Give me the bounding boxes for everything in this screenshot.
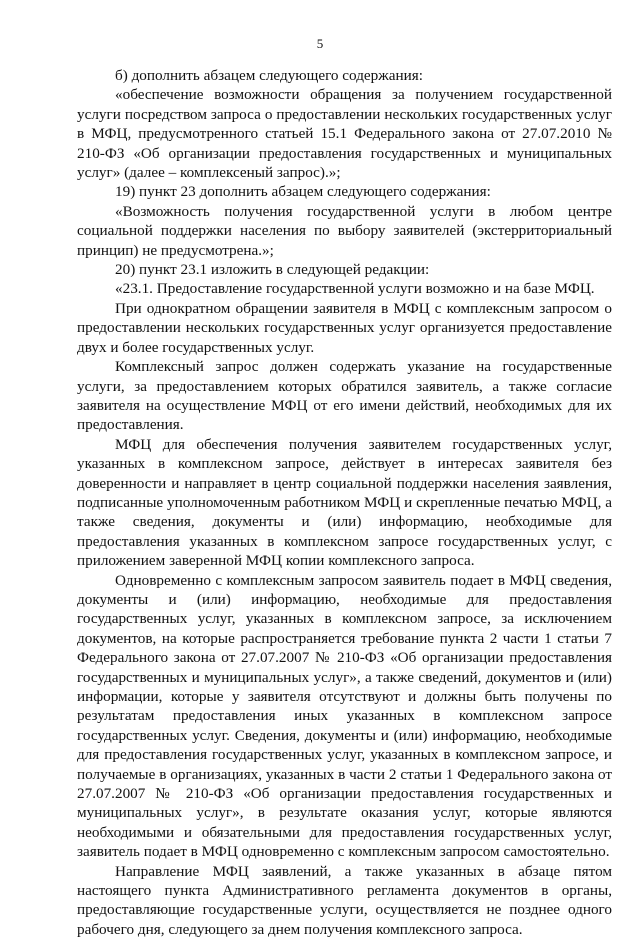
paragraph: 19) пункт 23 дополнить абзацем следующего содержания: (115, 183, 491, 201)
paragraph: «23.1. Предоставление государственной услуги возможно и на базе МФЦ. (115, 280, 595, 298)
page-number: 5 (316, 36, 324, 51)
paragraph: Комплексный запрос должен содержать указание на государственные услуги, за предоставлением которых обратился заявитель, а также согласие заявителя на осуществление МФЦ от его имени действий, необходимых для их предоставления. (77, 358, 612, 434)
paragraph: При однократном обращении заявителя в МФЦ с комплексным запросом о предоставлении нескольких государственных услуг организуется предоставление двух и более государственных услуг. (77, 299, 612, 356)
paragraph: Направление МФЦ заявлений, а также указанных в абзаце пятом настоящего пункта Административного регламента документов в органы, предоставляющие государственные услуги, осуществляется не позднее одного рабочего дня, следующего за днем получения комплексного запроса. (77, 862, 612, 938)
paragraph: Одновременно с комплексным запросом заявитель подает в МФЦ сведения, документы и (или) информацию, необходимые для предоставления государственных услуг, указанных в комплексном запросе, за исключением документов, на которые распространяется требование пункта 2 части 1 статьи 7 Федерального закона от 27.07.2007 № 210-ФЗ «Об организации предоставления государственных и муниципальных услуг», а также сведений, документов и (или) информации, которые у заявителя отсутствуют и должны быть получены по результатам предоставления иных указанных в комплексном запросе государственных услуг. Сведения, документы и (или) информацию, необходимые для предоставления государственных услуг, указанных в комплексном запросе, и получаемые в организациях, указанных в части 2 статьи 1 Федерального закона от 27.07.2007 № 210-ФЗ «Об организации предоставления государственных и муниципальных услуг», в результате оказания услуг, которые являются необходимыми и обязательными для предоставления государственных услуг, заявитель подает в МФЦ одновременно с комплексным запросом самостоятельно. (77, 571, 612, 861)
paragraph: «обеспечение возможности обращения за получением государственной услуги посредством запроса о предоставлении нескольких государственных услуг в МФЦ, предусмотренного статьей 15.1 Федерального закона от 27.07.2010 № 210-ФЗ «Об организации предоставления государственных и муниципальных услуг» (далее – комплексеный запрос).»; (77, 86, 612, 182)
paragraph: «Возможность получения государственной услуги в любом центре социальной поддержки населения по выбору заявителей (экстерриториальный принцип) не предусмотрена.»; (77, 202, 612, 259)
paragraph: б) дополнить абзацем следующего содержания: (115, 67, 423, 84)
document-body (77, 66, 612, 939)
paragraph: МФЦ для обеспечения получения заявителем государственных услуг, указанных в комплексном запросе, действует в интересах заявителя без доверенности и направляет в центр социальной поддержки населения заявления, подписанные уполномоченным работником МФЦ и скрепленные печатью МФЦ, а также сведения, документы и (или) информацию, необходимые для предоставления указанных в комплексном запросе государственных услуг, с приложением заверенной МФЦ копии комплексного запроса. (77, 435, 612, 570)
paragraph: 20) пункт 23.1 изложить в следующей редакции: (115, 261, 430, 279)
